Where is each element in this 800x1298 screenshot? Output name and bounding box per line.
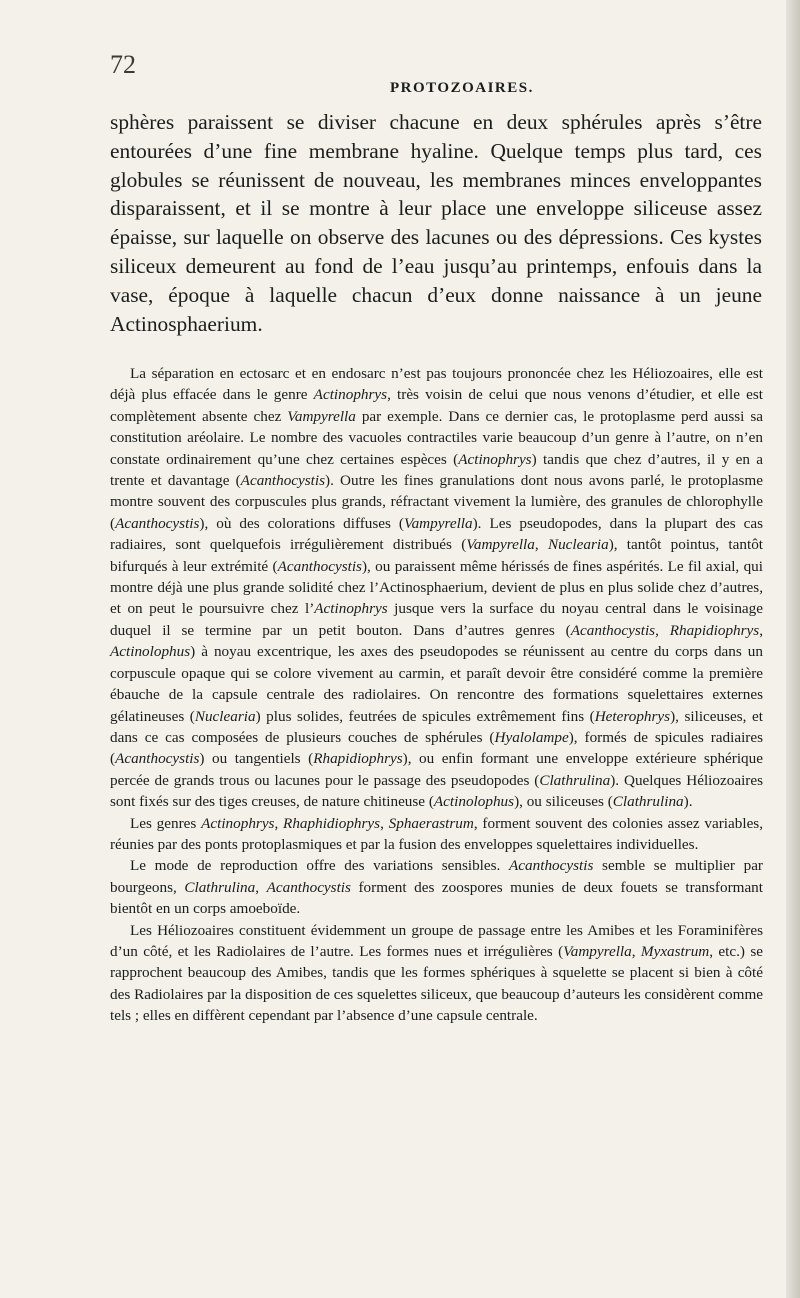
genus-name: Nuclearia: [547, 536, 609, 554]
genus-name: Rhaphidiophrys: [283, 814, 381, 832]
genus-name: Acanthocystis: [509, 857, 594, 875]
genus-name: Rhapidiophrys: [313, 750, 403, 768]
page-header: [110, 50, 770, 94]
paragraph-small-2: Les genres Actinophrys, Rhaphidiophrys, Sphaerastrum, forment souvent des colonies assez variables, réunies par des ponts protoplasmiques et par la fusion des enveloppes squelettaires individuelles.: [110, 814, 764, 853]
genus-name: Vampyrella: [466, 536, 535, 554]
genus-name: Actinophrys: [314, 600, 388, 618]
genus-name: Actinophrys: [458, 450, 532, 468]
genus-name: Nuclearia: [194, 707, 256, 725]
genus-name: Hyalolampe: [494, 728, 569, 746]
page-edge-shadow: [786, 0, 800, 1298]
genus-name: Acanthocystis: [115, 514, 200, 532]
genus-name: Myxastrum: [640, 942, 710, 960]
genus-name: Clathrulina: [612, 793, 684, 811]
genus-name: Vampyrella: [563, 942, 632, 960]
running-head: PROTOZOAIRES.: [390, 80, 534, 96]
genus-name: Acanthocystis: [277, 557, 362, 575]
genus-name: Clathrulina: [539, 771, 611, 789]
genus-name: Heterophrys: [594, 707, 671, 725]
paragraph-small-1: La séparation en ectosarc et en endosarc n’est pas toujours prononcée chez les Héliozoaires, elle est déjà plus effacée dans le genre Actinophrys, très voisin de celui que nous venons d’étudier, et elle est complètement absente chez Vampyrella par exemple. Dans ce dernier cas, le protoplasme perd aussi sa constitution aréolaire. Le nombre des vacuoles contractiles varie beaucoup d’un genre à l’autre, on n’en constate ordinairement qu’une chez certaines espèces (Actinophrys) tandis que chez d’autres, il y en a trente et davantage (Acanthocystis). Outre les fines granulations dont nous avons parlé, le protoplasme montre souvent des corpuscules plus grands, réfractant vivement la lumière, des granules de chlorophylle (Acanthocystis), où des colorations diffuses (Vampyrella). Les pseudopodes, dans la plupart des cas radiaires, sont quelquefois irrégulièrement distribués (Vampyrella, Nuclearia), tantôt pointus, tantôt bifurqués à leur extrémité (Acanthocystis), ou paraissent même hérissés de fines aspérités. Le fil axial, qui montre déjà une plus grande solidité chez l’Actinosphaerium, devient de plus en plus solide chez d’autres, et on peut le poursuivre chez l’Actinophrys jusque vers la surface du noyau central dans le voisinage duquel il se termine par un petit bouton. Dans d’autres genres (Acanthocystis, Rhapidiophrys, Actinolophus) à noyau excentrique, les axes des pseudopodes se réunissent au centre du corps dans un corpuscule opaque qui se colore vivement au carmin, et paraît devoir être considéré comme la première ébauche de la capsule centrale des radiolaires. On rencontre des formations squelettaires externes gélatineuses (Nuclearia) plus solides, feutrées de spicules extrêmement fins (Heterophrys), siliceuses, et dans ce cas composées de plusieurs couches de sphérules (Hyalolampe), formés de spicules radiaires (Acanthocystis) ou tangentiels (Rhapidiophrys), ou enfin formant une enveloppe extérieure sphérique percée de grands trous ou lacunes pour le passage des pseudopodes (Clathrulina). Quelques Héliozoaires sont fixés sur des tiges creuses, de nature chitineuse (Actinolophus), ou siliceuses (Clathrulina).: [110, 365, 764, 811]
genus-name: Acanthocystis: [266, 878, 351, 896]
genus-name: Acanthocystis: [115, 750, 200, 768]
genus-name: Sphaerastrum: [388, 814, 474, 832]
genus-name: Actinolophus: [110, 643, 191, 661]
genus-name: Clathrulina: [184, 878, 256, 896]
genus-name: Acanthocystis: [570, 621, 656, 639]
small-print-section: [110, 363, 763, 1027]
paragraph-small-4: Les Héliozoaires constituent évidemment un groupe de passage entre les Amibes et les Foraminifères d’un côté, et les Radiolaires de l’autre. Les formes nues et irrégulières (Vampyrella, Myxastrum, etc.) se rapprochent beaucoup des Amibes, tandis que les formes sphériques à squelette se placent si bien à côté des Radiolaires par la disposition de ces squelettes siliceux, que beaucoup d’auteurs les considèrent comme tels ; elles en diffèrent cependant par l’absence d’une capsule centrale.: [110, 921, 763, 1025]
paragraph-small-3: Le mode de reproduction offre des variations sensibles. Acanthocystis semble se multiplier par bourgeons, Clathrulina, Acanthocystis forment des zoospores munies de deux fouets se transformant bientôt en un corps amoeboïde.: [110, 857, 763, 918]
genus-name: Acanthocystis: [240, 472, 326, 490]
genus-name: Vampyrella: [287, 407, 356, 425]
genus-name: Rhapidiophrys: [669, 621, 760, 639]
paragraph-large-1: sphères paraissent se diviser chacune en deux sphérules après s’être entourées d’une fine membrane hyaline. Quelque temps plus tard, ces globules se réunissent de nouveau, les membranes minces enveloppantes disparaissent, et il se montre à leur place une enveloppe siliceuse assez épaisse, sur laquelle on observe des lacunes ou des dépressions. Ces kystes siliceux demeurent au fond de l’eau jusqu’au printemps, enfouis dans la vase, époque à laquelle chacun d’eux donne naissance à un jeune Actinosphaerium.: [110, 110, 762, 336]
genus-name: Vampyrella: [404, 514, 473, 532]
page-number: 72: [110, 50, 136, 79]
genus-name: Actinophrys: [201, 814, 275, 832]
genus-name: Actinolophus: [433, 793, 515, 811]
genus-name: Actinophrys: [313, 386, 388, 404]
